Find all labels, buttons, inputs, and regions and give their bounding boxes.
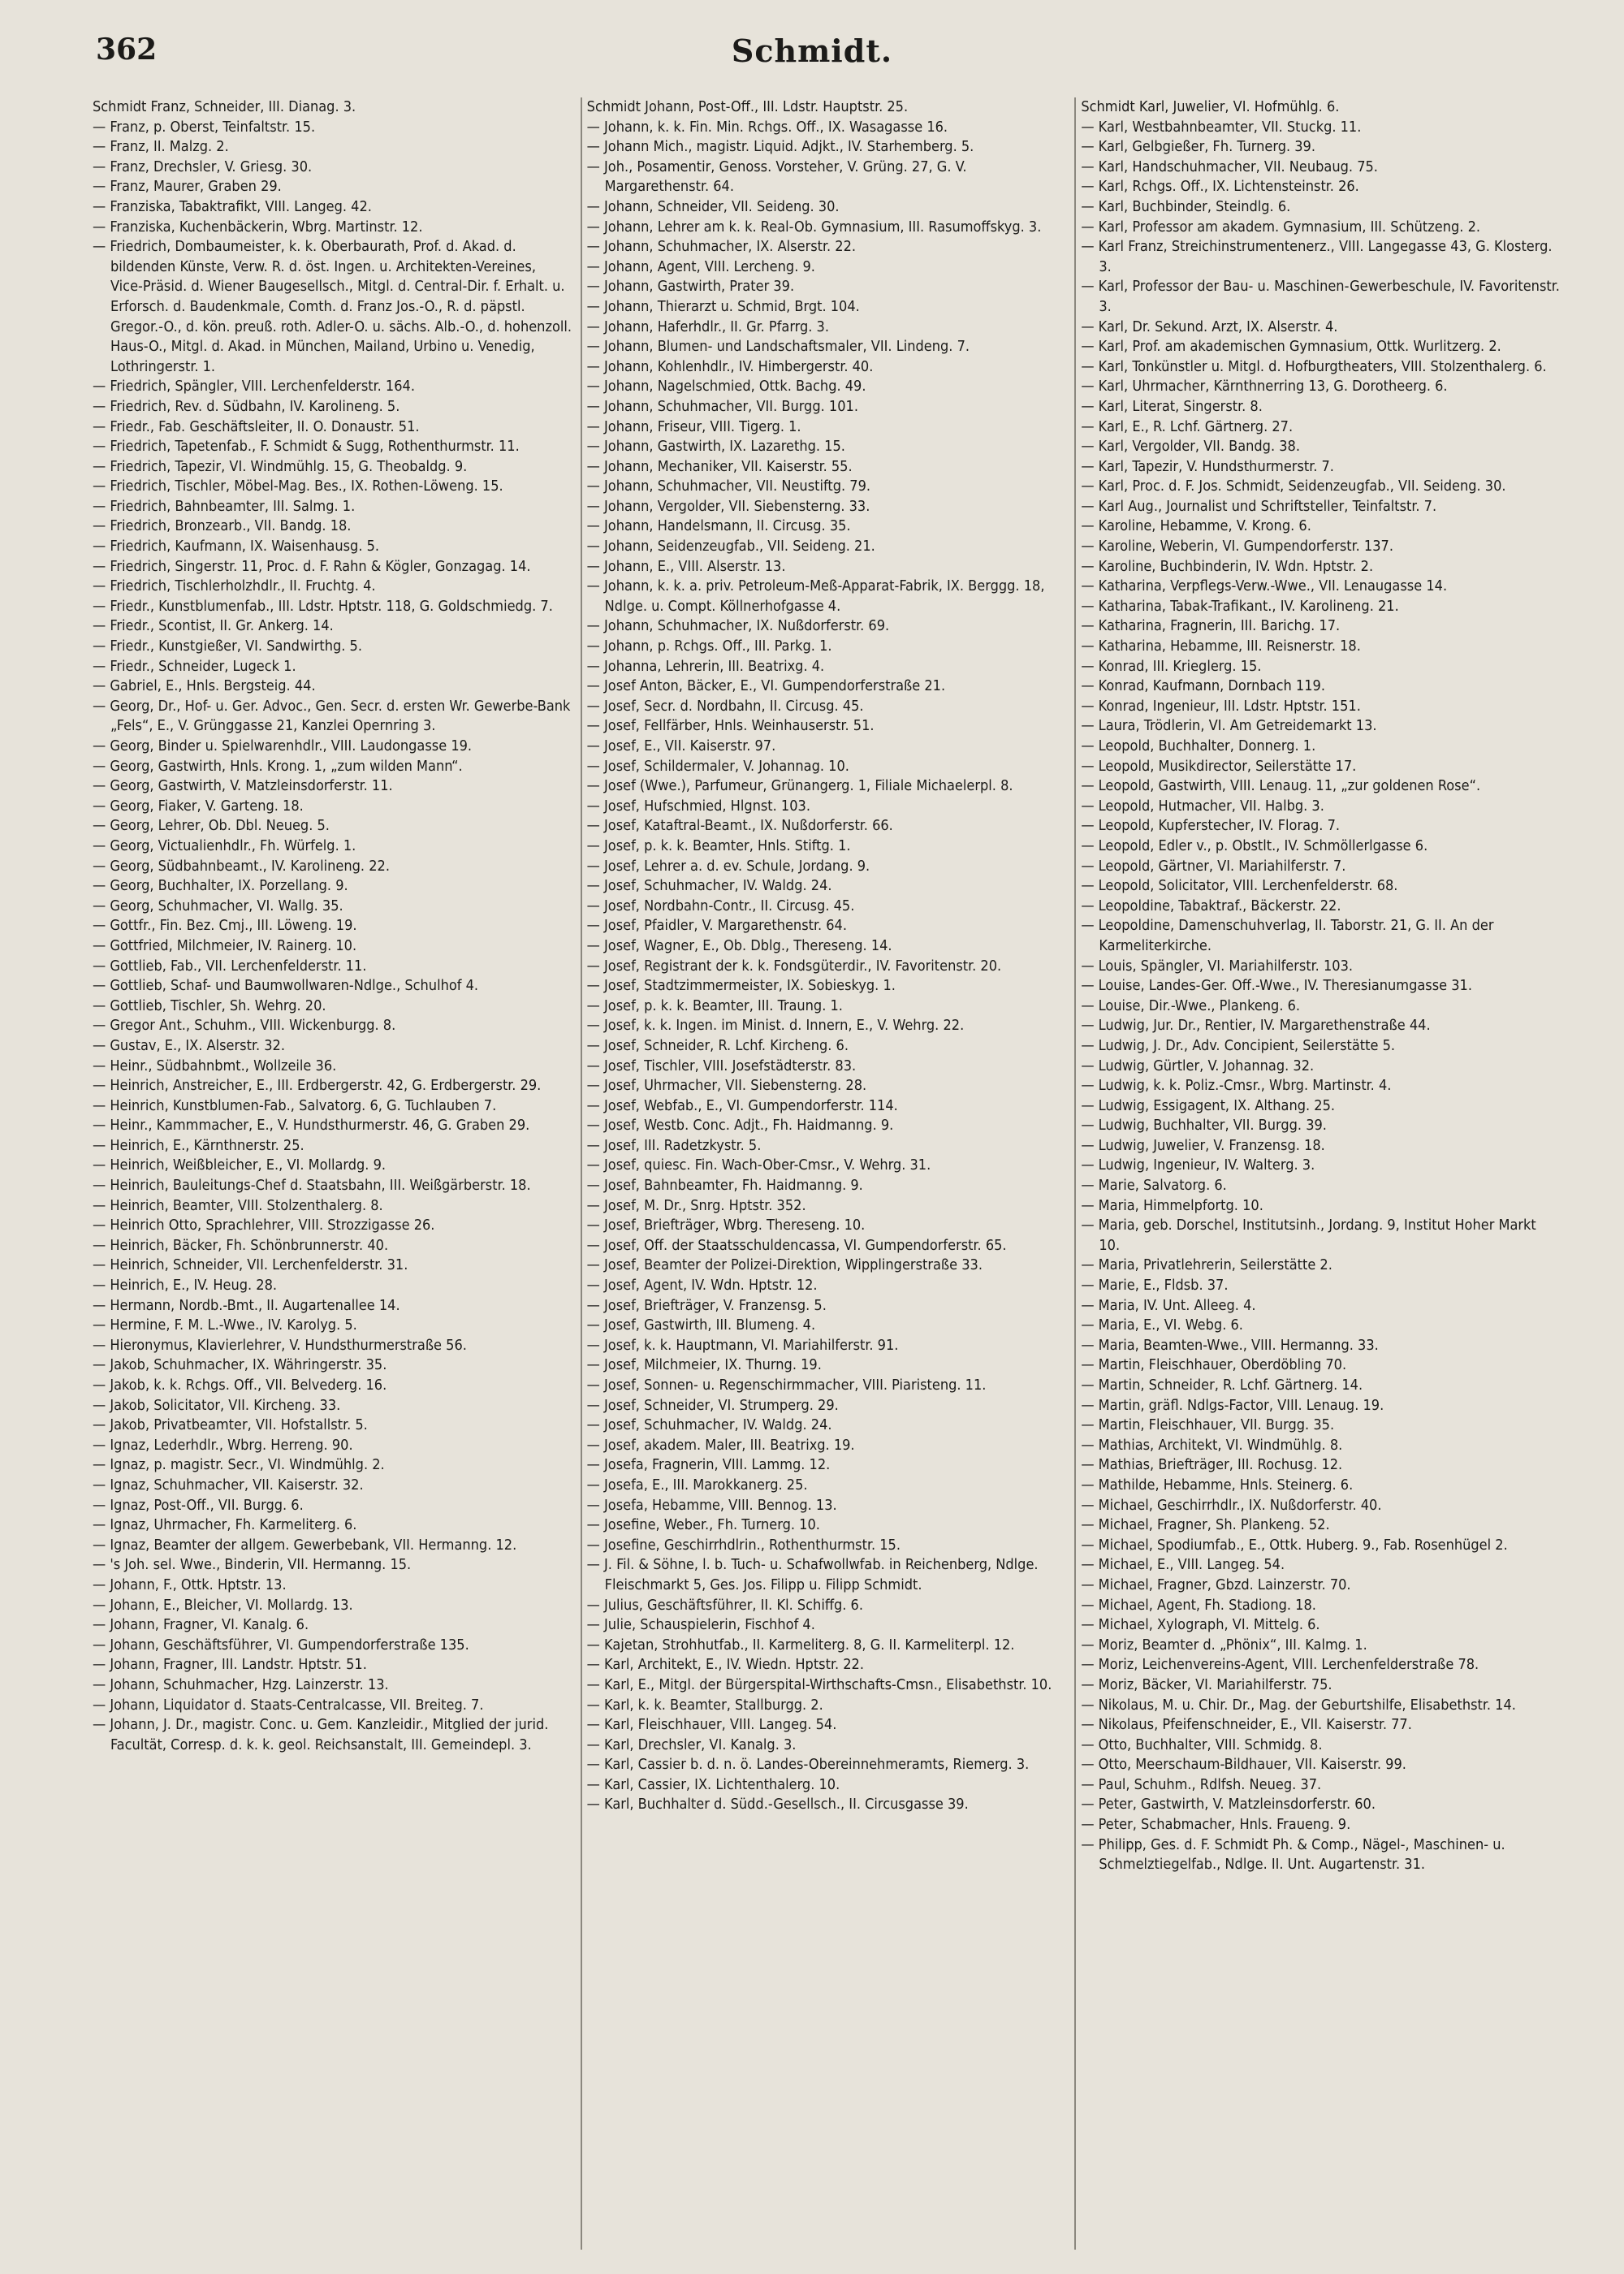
directory-entry: — Josef, Tischler, VIII. Josefstädterstr. 83.	[586, 1057, 857, 1074]
directory-entry: — Josef, Stadtzimmermeister, IX. Sobieskyg. 1.	[586, 977, 896, 995]
directory-entry: — Johann, Blumen- und Landschaftsmaler, VII. Lindeng. 7.	[586, 338, 970, 356]
directory-entry: — Leopold, Solicitator, VIII. Lerchenfelderstr. 68.	[1081, 877, 1398, 895]
directory-entry: — Georg, Fiaker, V. Garteng. 18.	[93, 797, 304, 815]
directory-entry: — Martin, Fleischhauer, VII. Burgg. 35.	[1081, 1416, 1335, 1434]
directory-entry: — Josef, Schuhmacher, IV. Waldg. 24.	[586, 877, 832, 895]
column-3	[1074, 97, 1561, 2250]
directory-entry: — Josef, Lehrer a. d. ev. Schule, Jordang. 9.	[586, 857, 870, 875]
directory-entry: — Johann, k. k. a. priv. Petroleum-Meß-Apparat-Fabrik, IX. Berggg. 18, Ndlge. u. Compt. Köllnerhofgasse 4.	[586, 577, 1045, 615]
directory-entry: — Karoline, Buchbinderin, IV. Wdn. Hptstr. 2.	[1081, 557, 1374, 575]
directory-entry: — Johann, Schneider, VII. Seideng. 30.	[586, 197, 840, 215]
directory-entry: — Heinrich, E., IV. Heug. 28.	[93, 1277, 278, 1295]
directory-entry: — Friedrich, Bahnbeamter, III. Salmg. 1.	[93, 497, 356, 515]
directory-entry: — 's Joh. sel. Wwe., Binderin, VII. Hermanng. 15.	[93, 1556, 412, 1574]
directory-entry: — Maria, E., VI. Webg. 6.	[1081, 1316, 1243, 1334]
directory-entry: — Karl Franz, Streichinstrumentenerz., VIII. Langegasse 43, G. Klosterg. 3.	[1081, 238, 1553, 275]
directory-entry: — Karoline, Weberin, VI. Gumpendorferstr. 137.	[1081, 538, 1393, 556]
directory-entry: — Josef, Kataftral-Beamt., IX. Nußdorferstr. 66.	[586, 817, 893, 835]
directory-entry: — Leopold, Gärtner, VI. Mariahilferstr. 7.	[1081, 857, 1346, 875]
directory-entry: — Karl, Rchgs. Off., IX. Lichtensteinstr. 26.	[1081, 178, 1359, 196]
directory-entry: — Friedr., Kunstgießer, VI. Sandwirthg. 5.	[93, 638, 362, 655]
directory-entry: — Josefa, E., III. Marokkanerg. 25.	[586, 1476, 808, 1494]
page-header	[0, 32, 1624, 73]
directory-entry: — Ludwig, J. Dr., Adv. Concipient, Seilerstätte 5.	[1081, 1036, 1396, 1054]
directory-entry: — Ludwig, Jur. Dr., Rentier, IV. Margarethenstraße 44.	[1081, 1017, 1431, 1035]
directory-entry: — Peter, Schabmacher, Hnls. Fraueng. 9.	[1081, 1816, 1351, 1834]
directory-entry: — Hermann, Nordb.-Bmt., II. Augartenallee 14.	[93, 1296, 400, 1314]
directory-entry: — Ludwig, k. k. Poliz.-Cmsr., Wbrg. Martinstr. 4.	[1081, 1077, 1392, 1095]
directory-entry: — Josef, Gastwirth, III. Blumeng. 4.	[586, 1316, 816, 1334]
directory-entry: — Ludwig, Buchhalter, VII. Burgg. 39.	[1081, 1117, 1327, 1135]
directory-entry: — Josef, Briefträger, V. Franzensg. 5.	[586, 1296, 827, 1314]
directory-entry: — Johann, Handelsmann, II. Circusg. 35.	[586, 517, 851, 535]
directory-entry: — Johann, Seidenzeugfab., VII. Seideng. 21.	[586, 538, 875, 556]
directory-entry: — Maria, Beamten-Wwe., VIII. Hermanng. 33.	[1081, 1336, 1379, 1354]
directory-entry: — Karl, Tonkünstler u. Mitgl. d. Hofburgtheaters, VIII. Stolzenthalerg. 6.	[1081, 357, 1547, 375]
directory-entry: — Johann, p. Rchgs. Off., III. Parkg. 1.	[586, 638, 832, 655]
directory-entry: — Johann Mich., magistr. Liquid. Adjkt., IV. Starhemberg. 5.	[586, 138, 974, 156]
directory-entry: Schmidt Karl, Juwelier, VI. Hofmühlg. 6.	[1081, 98, 1340, 115]
column-2	[581, 97, 1067, 2250]
directory-entry: — Friedrich, Spängler, VIII. Lerchenfelderstr. 164.	[93, 378, 415, 396]
directory-entry: — Josef, k. k. Hauptmann, VI. Mariahilferstr. 91.	[586, 1336, 899, 1354]
directory-entry: — Moriz, Beamter d. „Phönix“, III. Kalmg. 1.	[1081, 1636, 1367, 1654]
directory-entry: — Josef, E., VII. Kaiserstr. 97.	[586, 737, 776, 754]
directory-entry: — Ignaz, Schuhmacher, VII. Kaiserstr. 32.	[93, 1476, 364, 1494]
directory-entry: — Katharina, Fragnerin, III. Barichg. 17.	[1081, 617, 1341, 635]
directory-entry: — Georg, Gastwirth, Hnls. Krong. 1, „zum wilden Mann“.	[93, 757, 463, 775]
directory-entry: — Johann, k. k. Fin. Min. Rchgs. Off., IX. Wasagasse 16.	[586, 118, 948, 136]
directory-entry: — Friedrich, Singerstr. 11, Proc. d. F. Rahn & Kögler, Gonzagag. 14.	[93, 557, 531, 575]
directory-entry: — Franz, Maurer, Graben 29.	[93, 178, 282, 196]
directory-entry: — Mathias, Architekt, VI. Windmühlg. 8.	[1081, 1436, 1343, 1454]
directory-entry: — Marie, Salvatorg. 6.	[1081, 1177, 1227, 1195]
directory-entry: — Philipp, Ges. d. F. Schmidt Ph. & Comp., Nägel-, Maschinen- u. Schmelztiegelfab., Ndlge. II. Unt. Augartenstr. 31.	[1081, 1835, 1505, 1874]
directory-entry: — Franz, p. Oberst, Teinfaltstr. 15.	[93, 118, 316, 136]
directory-entry: — Jakob, Privatbeamter, VII. Hofstallstr. 5.	[93, 1416, 368, 1434]
directory-entry: — Ignaz, Post-Off., VII. Burgg. 6.	[93, 1496, 304, 1514]
directory-entry: — Josef, Westb. Conc. Adjt., Fh. Haidmanng. 9.	[586, 1117, 894, 1135]
directory-entry: — Heinr., Kammmacher, E., V. Hundsthurmerstr. 46, G. Graben 29.	[93, 1117, 530, 1135]
directory-entry: — Leopold, Gastwirth, VIII. Lenaug. 11, „zur goldenen Rose“.	[1081, 777, 1481, 795]
directory-entry: — Josef, Schneider, R. Lchf. Kircheng. 6.	[586, 1036, 849, 1054]
directory-entry: — Friedrich, Rev. d. Südbahn, IV. Karolineng. 5.	[93, 397, 400, 415]
directory-entry: — Josef, Hufschmied, Hlgnst. 103.	[586, 797, 810, 815]
directory-entry: — Johann, Schuhmacher, VII. Burgg. 101.	[586, 397, 858, 415]
directory-entry: — Franz, II. Malzg. 2.	[93, 138, 229, 156]
page-number: 362	[96, 32, 158, 67]
directory-entry: — Hieronymus, Klavierlehrer, V. Hundsthurmerstraße 56.	[93, 1336, 467, 1354]
directory-entry: — Josefa, Fragnerin, VIII. Lammg. 12.	[586, 1456, 831, 1474]
directory-entry: — Moriz, Bäcker, VI. Mariahilferstr. 75.	[1081, 1675, 1332, 1693]
directory-entry: — J. Fil. & Söhne, l. b. Tuch- u. Schafwollwfab. in Reichenberg, Ndlge. Fleischmarkt 5, Ges. Jos. Filipp u. Filipp Schmidt.	[586, 1556, 1039, 1593]
directory-entry: — Karl, Fleischhauer, VIII. Langeg. 54.	[586, 1716, 837, 1734]
directory-entry: — Karl, Vergolder, VII. Bandg. 38.	[1081, 438, 1300, 456]
directory-entry: — Karl, Dr. Sekund. Arzt, IX. Alserstr. 4.	[1081, 318, 1338, 335]
directory-entry: — Mathilde, Hebamme, Hnls. Steinerg. 6.	[1081, 1476, 1354, 1494]
directory-entry: — Heinrich, Bäcker, Fh. Schönbrunnerstr. 40.	[93, 1236, 389, 1254]
directory-entry: — Michael, Xylograph, VI. Mittelg. 6.	[1081, 1616, 1320, 1634]
directory-entry: — Karl Aug., Journalist und Schriftsteller, Teinfaltstr. 7.	[1081, 497, 1437, 515]
directory-entry: — Mathias, Briefträger, III. Rochusg. 12.	[1081, 1456, 1343, 1474]
directory-entry: — Jakob, Schuhmacher, IX. Währingerstr. 35.	[93, 1356, 387, 1374]
directory-entry: — Jakob, k. k. Rchgs. Off., VII. Belvederg. 16.	[93, 1377, 387, 1394]
directory-entry: — Johann, Vergolder, VII. Siebensterng. 33.	[586, 497, 870, 515]
directory-entry: — Friedrich, Tischlerholzhdlr., II. Fruchtg. 4.	[93, 577, 376, 595]
directory-entry: — Ignaz, Beamter der allgem. Gewerbebank, VII. Hermanng. 12.	[93, 1536, 517, 1554]
directory-entry: — Georg, Südbahnbeamt., IV. Karolineng. 22.	[93, 857, 390, 875]
directory-entry: — Paul, Schuhm., Rdlfsh. Neueg. 37.	[1081, 1775, 1322, 1793]
directory-entry: — Josef Anton, Bäcker, E., VI. Gumpendorferstraße 21.	[586, 677, 946, 695]
directory-entry: — Karl, Gelbgießer, Fh. Turnerg. 39.	[1081, 138, 1316, 156]
directory-entry: — Konrad, Ingenieur, III. Ldstr. Hptstr. 151.	[1081, 697, 1361, 715]
directory-entry: — Johann, J. Dr., magistr. Conc. u. Gem. Kanzleidir., Mitglied der jurid. Facultät, Corresp. d. k. k. geol. Reichsanstalt, III. Gemeindepl. 3.	[93, 1716, 549, 1753]
directory-entry: — Josef, Secr. d. Nordbahn, II. Circusg. 45.	[586, 697, 864, 715]
directory-entry: — Josef, Wagner, E., Ob. Dblg., Thereseng. 14.	[586, 936, 892, 954]
directory-entry: — Friedrich, Kaufmann, IX. Waisenhausg. 5.	[93, 538, 380, 556]
directory-entry: — Konrad, III. Krieglerg. 15.	[1081, 657, 1262, 675]
directory-entry: — Julie, Schauspielerin, Fischhof 4.	[586, 1616, 815, 1634]
directory-entry: — Franziska, Tabaktrafikt, VIII. Langeg. 42.	[93, 197, 372, 215]
directory-entry: — Johann, Mechaniker, VII. Kaiserstr. 55.	[586, 457, 853, 475]
directory-entry: — Josef, Schildermaler, V. Johannag. 10.	[586, 757, 849, 775]
directory-entry: — Karl, Uhrmacher, Kärnthnerring 13, G. Dorotheerg. 6.	[1081, 378, 1448, 396]
directory-entry: — Friedrich, Dombaumeister, k. k. Oberbaurath, Prof. d. Akad. d. bildenden Künste, Verw. R. d. öst. Ingen. u. Architekten-Vereines, Vice-Präsid. d. Wiener Baugesellsch., Mitgl. d. Central-Dir. f. Erhalt. u. Erforsch. d. Baudenkmale, Comth. d. Franz Jos.-O., R. d. päpstl. Gregor.-O., d. kön. preuß. roth. Adler-O. u. sächs. Alb.-O., d. hohenzoll. Haus-O., Mitgl. d. Akad. in München, Mailand, Urbino u. Venedig, Lothringerstr. 1.	[93, 238, 572, 375]
directory-entry: — Karl, Literat, Singerstr. 8.	[1081, 397, 1263, 415]
directory-entry: — Gottlieb, Schaf- und Baumwollwaren-Ndlge., Schulhof 4.	[93, 977, 479, 995]
directory-entry: — Louise, Dir.-Wwe., Plankeng. 6.	[1081, 996, 1301, 1014]
directory-entry: — Gregor Ant., Schuhm., VIII. Wickenburgg. 8.	[93, 1017, 396, 1035]
directory-entry: — Karl, Architekt, E., IV. Wiedn. Hptstr. 22.	[586, 1656, 864, 1674]
directory-columns	[93, 97, 1561, 2250]
directory-entry: — Karl, Proc. d. F. Jos. Schmidt, Seidenzeugfab., VII. Seideng. 30.	[1081, 478, 1506, 495]
directory-entry: — Johann, Kohlenhdlr., IV. Himbergerstr. 40.	[586, 357, 874, 375]
directory-entry: — Josef, Webfab., E., VI. Gumpendorferstr. 114.	[586, 1096, 898, 1114]
directory-entry: — Josefine, Weber., Fh. Turnerg. 10.	[586, 1516, 820, 1534]
directory-entry: — Moriz, Leichenvereins-Agent, VIII. Lerchenfelderstraße 78.	[1081, 1656, 1479, 1674]
directory-entry: — Heinrich, Beamter, VIII. Stolzenthalerg. 8.	[93, 1196, 383, 1214]
directory-entry: — Louis, Spängler, VI. Mariahilferstr. 103.	[1081, 957, 1354, 975]
directory-entry: — Johann, Fragner, VI. Kanalg. 6.	[93, 1616, 309, 1634]
directory-entry: — Josef, Milchmeier, IX. Thurng. 19.	[586, 1356, 822, 1374]
directory-entry: — Johann, F., Ottk. Hptstr. 13.	[93, 1576, 287, 1593]
directory-entry: — Johann, Liquidator d. Staats-Centralcasse, VII. Breiteg. 7.	[93, 1696, 484, 1714]
directory-entry: — Otto, Meerschaum-Bildhauer, VII. Kaiserstr. 99.	[1081, 1756, 1406, 1774]
directory-entry: — Martin, Fleischhauer, Oberdöbling 70.	[1081, 1356, 1347, 1374]
directory-entry: — Kajetan, Strohhutfab., II. Karmeliterg. 8, G. II. Karmeliterpl. 12.	[586, 1636, 1015, 1654]
directory-entry: — Karl, Westbahnbeamter, VII. Stuckg. 11.	[1081, 118, 1362, 136]
directory-entry: — Georg, Schuhmacher, VI. Wallg. 35.	[93, 897, 343, 914]
directory-entry: — Leopold, Musikdirector, Seilerstätte 17.	[1081, 757, 1357, 775]
directory-entry: — Gottlieb, Tischler, Sh. Wehrg. 20.	[93, 996, 326, 1014]
directory-entry: — Karl, E., Mitgl. der Bürgerspital-Wirthschafts-Cmsn., Elisabethstr. 10.	[586, 1675, 1052, 1693]
directory-entry: — Martin, gräfl. Ndlgs-Factor, VIII. Lenaug. 19.	[1081, 1396, 1384, 1414]
directory-entry: — Franz, Drechsler, V. Griesg. 30.	[93, 158, 313, 175]
column-1	[93, 97, 572, 2250]
directory-entry: — Johann, Haferhdlr., II. Gr. Pfarrg. 3.	[586, 318, 829, 335]
directory-entry: — Gottlieb, Fab., VII. Lerchenfelderstr. 11.	[93, 957, 367, 975]
directory-entry: — Ignaz, Lederhdlr., Wbrg. Herreng. 90.	[93, 1436, 353, 1454]
directory-entry: — Johann, Nagelschmied, Ottk. Bachg. 49.	[586, 378, 866, 396]
directory-entry: — Johann, Agent, VIII. Lercheng. 9.	[586, 257, 815, 275]
directory-entry: — Karl, Drechsler, VI. Kanalg. 3.	[586, 1736, 797, 1753]
directory-entry: — Martin, Schneider, R. Lchf. Gärtnerg. 14.	[1081, 1377, 1363, 1394]
directory-entry: — Johann, E., VIII. Alserstr. 13.	[586, 557, 786, 575]
directory-entry: — Laura, Trödlerin, VI. Am Getreidemarkt 13.	[1081, 717, 1377, 735]
directory-entry: — Nikolaus, Pfeifenschneider, E., VII. Kaiserstr. 77.	[1081, 1716, 1412, 1734]
directory-entry: — Josef, Registrant der k. k. Fondsgüterdir., IV. Favoritenstr. 20.	[586, 957, 1002, 975]
directory-entry: — Louise, Landes-Ger. Off.-Wwe., IV. Theresianumgasse 31.	[1081, 977, 1473, 995]
directory-entry: — Maria, Privatlehrerin, Seilerstätte 2.	[1081, 1256, 1332, 1274]
directory-entry: — Karl, Handschuhmacher, VII. Neubaug. 75.	[1081, 158, 1378, 175]
directory-entry: Schmidt Johann, Post-Off., III. Ldstr. Hauptstr. 25.	[586, 98, 909, 115]
directory-entry: — Michael, Geschirrhdlr., IX. Nußdorferstr. 40.	[1081, 1496, 1382, 1514]
directory-entry: — Karoline, Hebamme, V. Krong. 6.	[1081, 517, 1311, 535]
directory-entry: — Ludwig, Juwelier, V. Franzensg. 18.	[1081, 1136, 1325, 1154]
directory-entry: — Katharina, Verpflegs-Verw.-Wwe., VII. Lenaugasse 14.	[1081, 577, 1448, 595]
directory-entry: — Josef, Briefträger, Wbrg. Thereseng. 10.	[586, 1217, 866, 1234]
directory-entry: — Johann, Schuhmacher, VII. Neustiftg. 79.	[586, 478, 871, 495]
directory-entry: — Karl, Cassier, IX. Lichtenthalerg. 10.	[586, 1775, 840, 1793]
directory-entry: — Friedrich, Tischler, Möbel-Mag. Bes., IX. Rothen-Löweng. 15.	[93, 478, 503, 495]
directory-entry: — Johann, Schuhmacher, IX. Alserstr. 22.	[586, 238, 857, 256]
directory-entry: — Josef, k. k. Ingen. im Minist. d. Innern, E., V. Wehrg. 22.	[586, 1017, 965, 1035]
directory-entry: — Josef, Agent, IV. Wdn. Hptstr. 12.	[586, 1277, 818, 1295]
directory-entry: — Michael, Spodiumfab., E., Ottk. Huberg. 9., Fab. Rosenhügel 2.	[1081, 1536, 1508, 1554]
directory-entry: — Heinrich Otto, Sprachlehrer, VIII. Strozzigasse 26.	[93, 1217, 435, 1234]
running-head: Schmidt.	[731, 32, 893, 69]
directory-entry: — Karl, Buchhalter d. Südd.-Gesellsch., II. Circusgasse 39.	[586, 1796, 969, 1814]
directory-entry: — Michael, Agent, Fh. Stadiong. 18.	[1081, 1596, 1316, 1614]
directory-entry: — Franziska, Kuchenbäckerin, Wbrg. Martinstr. 12.	[93, 218, 423, 236]
directory-entry: — Karl, E., R. Lchf. Gärtnerg. 27.	[1081, 417, 1294, 435]
directory-entry: — Joh., Posamentir, Genoss. Vorsteher, V. Grüng. 27, G. V. Margarethenstr. 64.	[586, 158, 967, 196]
directory-entry: — Karl, Cassier b. d. n. ö. Landes-Obereinnehmeramts, Riemerg. 3.	[586, 1756, 1030, 1774]
directory-entry: — Konrad, Kaufmann, Dornbach 119.	[1081, 677, 1325, 695]
directory-entry: — Johann, Geschäftsführer, VI. Gumpendorferstraße 135.	[93, 1636, 469, 1654]
directory-entry: — Friedr., Scontist, II. Gr. Ankerg. 14.	[93, 617, 334, 635]
directory-entry: — Gabriel, E., Hnls. Bergsteig. 44.	[93, 677, 316, 695]
directory-entry: — Gustav, E., IX. Alserstr. 32.	[93, 1036, 285, 1054]
directory-entry: — Jakob, Solicitator, VII. Kircheng. 33.	[93, 1396, 341, 1414]
directory-entry: — Leopoldine, Damenschuhverlag, II. Taborstr. 21, G. II. An der Karmeliterkirche.	[1081, 917, 1494, 954]
directory-entry: — Ludwig, Gürtler, V. Johannag. 32.	[1081, 1057, 1315, 1074]
directory-entry: — Johann, Friseur, VIII. Tigerg. 1.	[586, 417, 801, 435]
directory-entry: — Josef, Uhrmacher, VII. Siebensterng. 28.	[586, 1077, 867, 1095]
directory-entry: — Johann, Schuhmacher, Hzg. Lainzerstr. 13.	[93, 1675, 389, 1693]
directory-entry: — Georg, Gastwirth, V. Matzleinsdorferstr. 11.	[93, 777, 393, 795]
directory-entry: — Georg, Binder u. Spielwarenhdlr., VIII. Laudongasse 19.	[93, 737, 473, 754]
directory-entry: — Josef, Off. der Staatsschuldencassa, VI. Gumpendorferstr. 65.	[586, 1236, 1007, 1254]
directory-entry: — Maria, geb. Dorschel, Institutsinh., Jordang. 9, Institut Hoher Markt 10.	[1081, 1217, 1536, 1254]
directory-entry: — Heinrich, Bauleitungs-Chef d. Staatsbahn, III. Weißgärberstr. 18.	[93, 1177, 531, 1195]
directory-entry: — Leopold, Hutmacher, VII. Halbg. 3.	[1081, 797, 1324, 815]
directory-entry: — Josef, Pfaidler, V. Margarethenstr. 64.	[586, 917, 847, 935]
directory-entry: — Friedrich, Tapetenfab., F. Schmidt & Sugg, Rothenthurmstr. 11.	[93, 438, 520, 456]
directory-entry: — Otto, Buchhalter, VIII. Schmidg. 8.	[1081, 1736, 1323, 1753]
directory-entry: — Georg, Victualienhdlr., Fh. Würfelg. 1.	[93, 837, 356, 854]
directory-entry: — Josef, quiesc. Fin. Wach-Ober-Cmsr., V. Wehrg. 31.	[586, 1156, 931, 1174]
directory-entry: — Josef (Wwe.), Parfumeur, Grünangerg. 1, Filiale Michaelerpl. 8.	[586, 777, 1013, 795]
directory-entry: — Michael, Fragner, Sh. Plankeng. 52.	[1081, 1516, 1330, 1534]
directory-entry: — Josef, M. Dr., Snrg. Hptstr. 352.	[586, 1196, 806, 1214]
directory-entry: — Friedr., Kunstblumenfab., III. Ldstr. Hptstr. 118, G. Goldschmiedg. 7.	[93, 597, 553, 615]
directory-entry: — Ignaz, p. magistr. Secr., VI. Windmühlg. 2.	[93, 1456, 385, 1474]
directory-entry: — Leopoldine, Tabaktraf., Bäckerstr. 22.	[1081, 897, 1341, 914]
directory-entry: — Georg, Dr., Hof- u. Ger. Advoc., Gen. Secr. d. ersten Wr. Gewerbe-Bank „Fels“, E., V. Grünggasse 21, Kanzlei Opernring 3.	[93, 697, 571, 735]
directory-entry: — Josef, Sonnen- u. Regenschirmmacher, VIII. Piaristeng. 11.	[586, 1377, 987, 1394]
directory-entry: — Karl, Professor am akadem. Gymnasium, III. Schützeng. 2.	[1081, 218, 1481, 236]
directory-entry: — Josef, Beamter der Polizei-Direktion, Wipplingerstraße 33.	[586, 1256, 983, 1274]
directory-entry: — Josef, akadem. Maler, III. Beatrixg. 19.	[586, 1436, 855, 1454]
directory-entry: — Heinrich, E., Kärnthnerstr. 25.	[93, 1136, 304, 1154]
directory-entry: — Ludwig, Ingenieur, IV. Walterg. 3.	[1081, 1156, 1315, 1174]
directory-entry: — Leopold, Buchhalter, Donnerg. 1.	[1081, 737, 1316, 754]
directory-entry: — Josef, Nordbahn-Contr., II. Circusg. 45.	[586, 897, 855, 914]
directory-entry: — Karl, Prof. am akademischen Gymnasium, Ottk. Wurlitzerg. 2.	[1081, 338, 1501, 356]
directory-entry: — Josef, III. Radetzkystr. 5.	[586, 1136, 762, 1154]
directory-entry: — Leopold, Kupferstecher, IV. Florag. 7.	[1081, 817, 1341, 835]
directory-entry: — Michael, Fragner, Gbzd. Lainzerstr. 70.	[1081, 1576, 1351, 1593]
directory-entry: — Katharina, Tabak-Trafikant., IV. Karolineng. 21.	[1081, 597, 1399, 615]
directory-entry: — Friedr., Fab. Geschäftsleiter, II. O. Donaustr. 51.	[93, 417, 420, 435]
directory-entry: — Karl, Professor der Bau- u. Maschinen-Gewerbeschule, IV. Favoritenstr. 3.	[1081, 278, 1560, 315]
directory-entry: — Gottfr., Fin. Bez. Cmj., III. Löweng. 19.	[93, 917, 357, 935]
directory-entry: Schmidt Franz, Schneider, III. Dianag. 3.	[93, 98, 356, 115]
directory-entry: — Friedrich, Bronzearb., VII. Bandg. 18.	[93, 517, 352, 535]
directory-entry: — Georg, Lehrer, Ob. Dbl. Neueg. 5.	[93, 817, 330, 835]
directory-entry: — Josefine, Geschirrhdlrin., Rothenthurmstr. 15.	[586, 1536, 901, 1554]
directory-entry: — Heinrich, Kunstblumen-Fab., Salvatorg. 6, G. Tuchlauben 7.	[93, 1096, 497, 1114]
directory-entry: — Marie, E., Fldsb. 37.	[1081, 1277, 1229, 1295]
directory-entry: — Josef, Schneider, VI. Strumperg. 29.	[586, 1396, 839, 1414]
directory-entry: — Johann, Fragner, III. Landstr. Hptstr. 51.	[93, 1656, 367, 1674]
directory-entry: — Josef, Schuhmacher, IV. Waldg. 24.	[586, 1416, 832, 1434]
directory-entry: — Johann, Gastwirth, IX. Lazarethg. 15.	[586, 438, 845, 456]
directory-entry: — Peter, Gastwirth, V. Matzleinsdorferstr. 60.	[1081, 1796, 1376, 1814]
directory-entry: — Johann, Gastwirth, Prater 39.	[586, 278, 795, 296]
directory-entry: — Josef, Bahnbeamter, Fh. Haidmanng. 9.	[586, 1177, 863, 1195]
directory-entry: — Michael, E., VIII. Langeg. 54.	[1081, 1556, 1285, 1574]
directory-entry: — Heinr., Südbahnbmt., Wollzeile 36.	[93, 1057, 337, 1074]
directory-entry: — Karl, k. k. Beamter, Stallburgg. 2.	[586, 1696, 823, 1714]
directory-entry: — Hermine, F. M. L.-Wwe., IV. Karolyg. 5.	[93, 1316, 357, 1334]
directory-entry: — Johann, Schuhmacher, IX. Nußdorferstr. 69.	[586, 617, 890, 635]
directory-entry: — Josefa, Hebamme, VIII. Bennog. 13.	[586, 1496, 837, 1514]
directory-entry: — Heinrich, Weißbleicher, E., VI. Mollardg. 9.	[93, 1156, 387, 1174]
directory-entry: — Gottfried, Milchmeier, IV. Rainerg. 10.	[93, 936, 357, 954]
directory-entry: — Heinrich, Anstreicher, E., III. Erdbergerstr. 42, G. Erdbergerstr. 29.	[93, 1077, 542, 1095]
directory-entry: — Johann, Lehrer am k. k. Real-Ob. Gymnasium, III. Rasumoffskyg. 3.	[586, 218, 1042, 236]
directory-entry: — Friedr., Schneider, Lugeck 1.	[93, 657, 296, 675]
directory-entry: — Karl, Tapezir, V. Hundsthurmerstr. 7.	[1081, 457, 1334, 475]
directory-entry: — Johanna, Lehrerin, III. Beatrixg. 4.	[586, 657, 825, 675]
directory-entry: — Ludwig, Essigagent, IX. Althang. 25.	[1081, 1096, 1336, 1114]
directory-entry: — Johann, E., Bleicher, VI. Mollardg. 13.	[93, 1596, 353, 1614]
directory-entry: — Nikolaus, M. u. Chir. Dr., Mag. der Geburtshilfe, Elisabethstr. 14.	[1081, 1696, 1516, 1714]
directory-entry: — Ignaz, Uhrmacher, Fh. Karmeliterg. 6.	[93, 1516, 357, 1534]
directory-entry: — Karl, Buchbinder, Steindlg. 6.	[1081, 197, 1291, 215]
directory-entry: — Johann, Thierarzt u. Schmid, Brgt. 104.	[586, 297, 860, 315]
directory-entry: — Julius, Geschäftsführer, II. Kl. Schiffg. 6.	[586, 1596, 863, 1614]
directory-entry: — Josef, Fellfärber, Hnls. Weinhauserstr. 51.	[586, 717, 875, 735]
directory-entry: — Georg, Buchhalter, IX. Porzellang. 9.	[93, 877, 348, 895]
directory-entry: — Maria, IV. Unt. Alleeg. 4.	[1081, 1296, 1256, 1314]
directory-entry: — Leopold, Edler v., p. Obstlt., IV. Schmöllerlgasse 6.	[1081, 837, 1428, 854]
directory-entry: — Maria, Himmelpfortg. 10.	[1081, 1196, 1263, 1214]
directory-entry: — Katharina, Hebamme, III. Reisnerstr. 18.	[1081, 638, 1361, 655]
directory-entry: — Josef, p. k. k. Beamter, III. Traung. 1.	[586, 996, 843, 1014]
directory-entry: — Heinrich, Schneider, VII. Lerchenfelderstr. 31.	[93, 1256, 408, 1274]
directory-entry: — Friedrich, Tapezir, VI. Windmühlg. 15, G. Theobaldg. 9.	[93, 457, 468, 475]
directory-entry: — Josef, p. k. k. Beamter, Hnls. Stiftg. 1.	[586, 837, 851, 854]
